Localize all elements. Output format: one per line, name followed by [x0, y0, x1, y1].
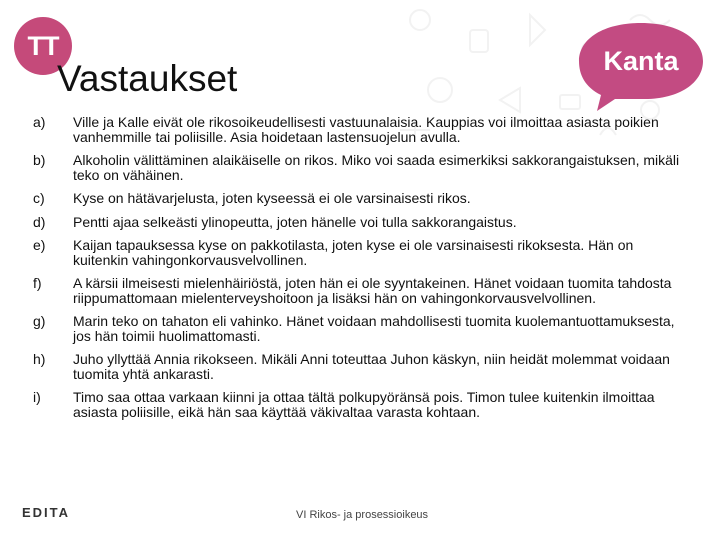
answer-item [33, 191, 683, 206]
answer-text: Kaijan tapauksessa kyse on pakkotilasta, joten kyse ei ole varsinaisesti rikoksesta. Hän on kuitenkin vahingonkorvausvelvollinen. [73, 237, 634, 268]
answer-letter: d) [33, 213, 46, 230]
answer-text: Marin teko on tahaton eli vahinko. Hänet voidaan mahdollisesti tuomita kuolemantuottamuksesta, jos hän toimii huolimattomasti. [73, 313, 675, 344]
answer-text: Juho yllyttää Annia rikokseen. Mikäli Anni toteuttaa Juhon käskyn, niin heidät molemmat voidaan tuomita yhtä ankarasti. [73, 351, 670, 382]
answer-letter: f) [33, 275, 42, 291]
answer-item [33, 314, 683, 343]
answer-text: Kyse on hätävarjelusta, joten kyseessä ei ole varsinaisesti rikos. [73, 190, 471, 206]
answer-item [33, 153, 683, 182]
answer-letter: b) [33, 152, 46, 168]
slide-title: Vastaukset [57, 58, 238, 99]
answer-item [33, 115, 683, 144]
kanta-logo [575, 17, 707, 113]
answer-letter: a) [33, 114, 46, 130]
answer-letter: i) [33, 389, 41, 405]
tt-logo-text: TT [27, 30, 59, 61]
answer-text: A kärsii ilmeisesti mielenhäiriöstä, joten hän ei ole syyntakeinen. Hänet voidaan tuomita tahdosta riippumattomaan mielenterveyshoitoon ja lisäksi hän on vahingonkorvausvelvollinen. [73, 275, 672, 306]
edita-logo: EDITA [22, 505, 71, 520]
answer-letter: c) [33, 190, 45, 206]
footer-text: VI Rikos- ja prosessioikeus [296, 509, 429, 521]
answer-item [33, 215, 683, 230]
answer-item [33, 276, 683, 305]
kanta-logo-text: Kanta [603, 46, 679, 76]
answer-item [33, 390, 683, 419]
answer-item [33, 238, 683, 267]
answer-item [33, 352, 683, 381]
answer-text: Timo saa ottaa varkaan kiinni ja ottaa tältä polkupyöränsä pois. Timon tulee kuitenkin ilmoittaa asiasta poliisille, eikä hän saa käyttää väkivaltaa varasta kohtaan. [73, 389, 655, 420]
answer-letter: g) [33, 313, 46, 329]
answers-list [33, 115, 683, 428]
answer-text: Ville ja Kalle eivät ole rikosoikeudellisesti vastuunalaisia. Kauppias voi ilmoittaa asiasta poikien vanhemmille tai poliisille. Asia hoidetaan lastensuojelun avulla. [73, 114, 659, 145]
answer-text: Pentti ajaa selkeästi ylinopeutta, joten hänelle voi tulla sakkorangaistus. [73, 213, 517, 230]
answer-letter: e) [33, 237, 46, 253]
answer-letter: h) [33, 351, 46, 367]
answer-text: Alkoholin välittäminen alaikäiselle on rikos. Miko voi saada esimerkiksi sakkorangaistuksen, mikäli teko on vähäinen. [73, 152, 680, 183]
